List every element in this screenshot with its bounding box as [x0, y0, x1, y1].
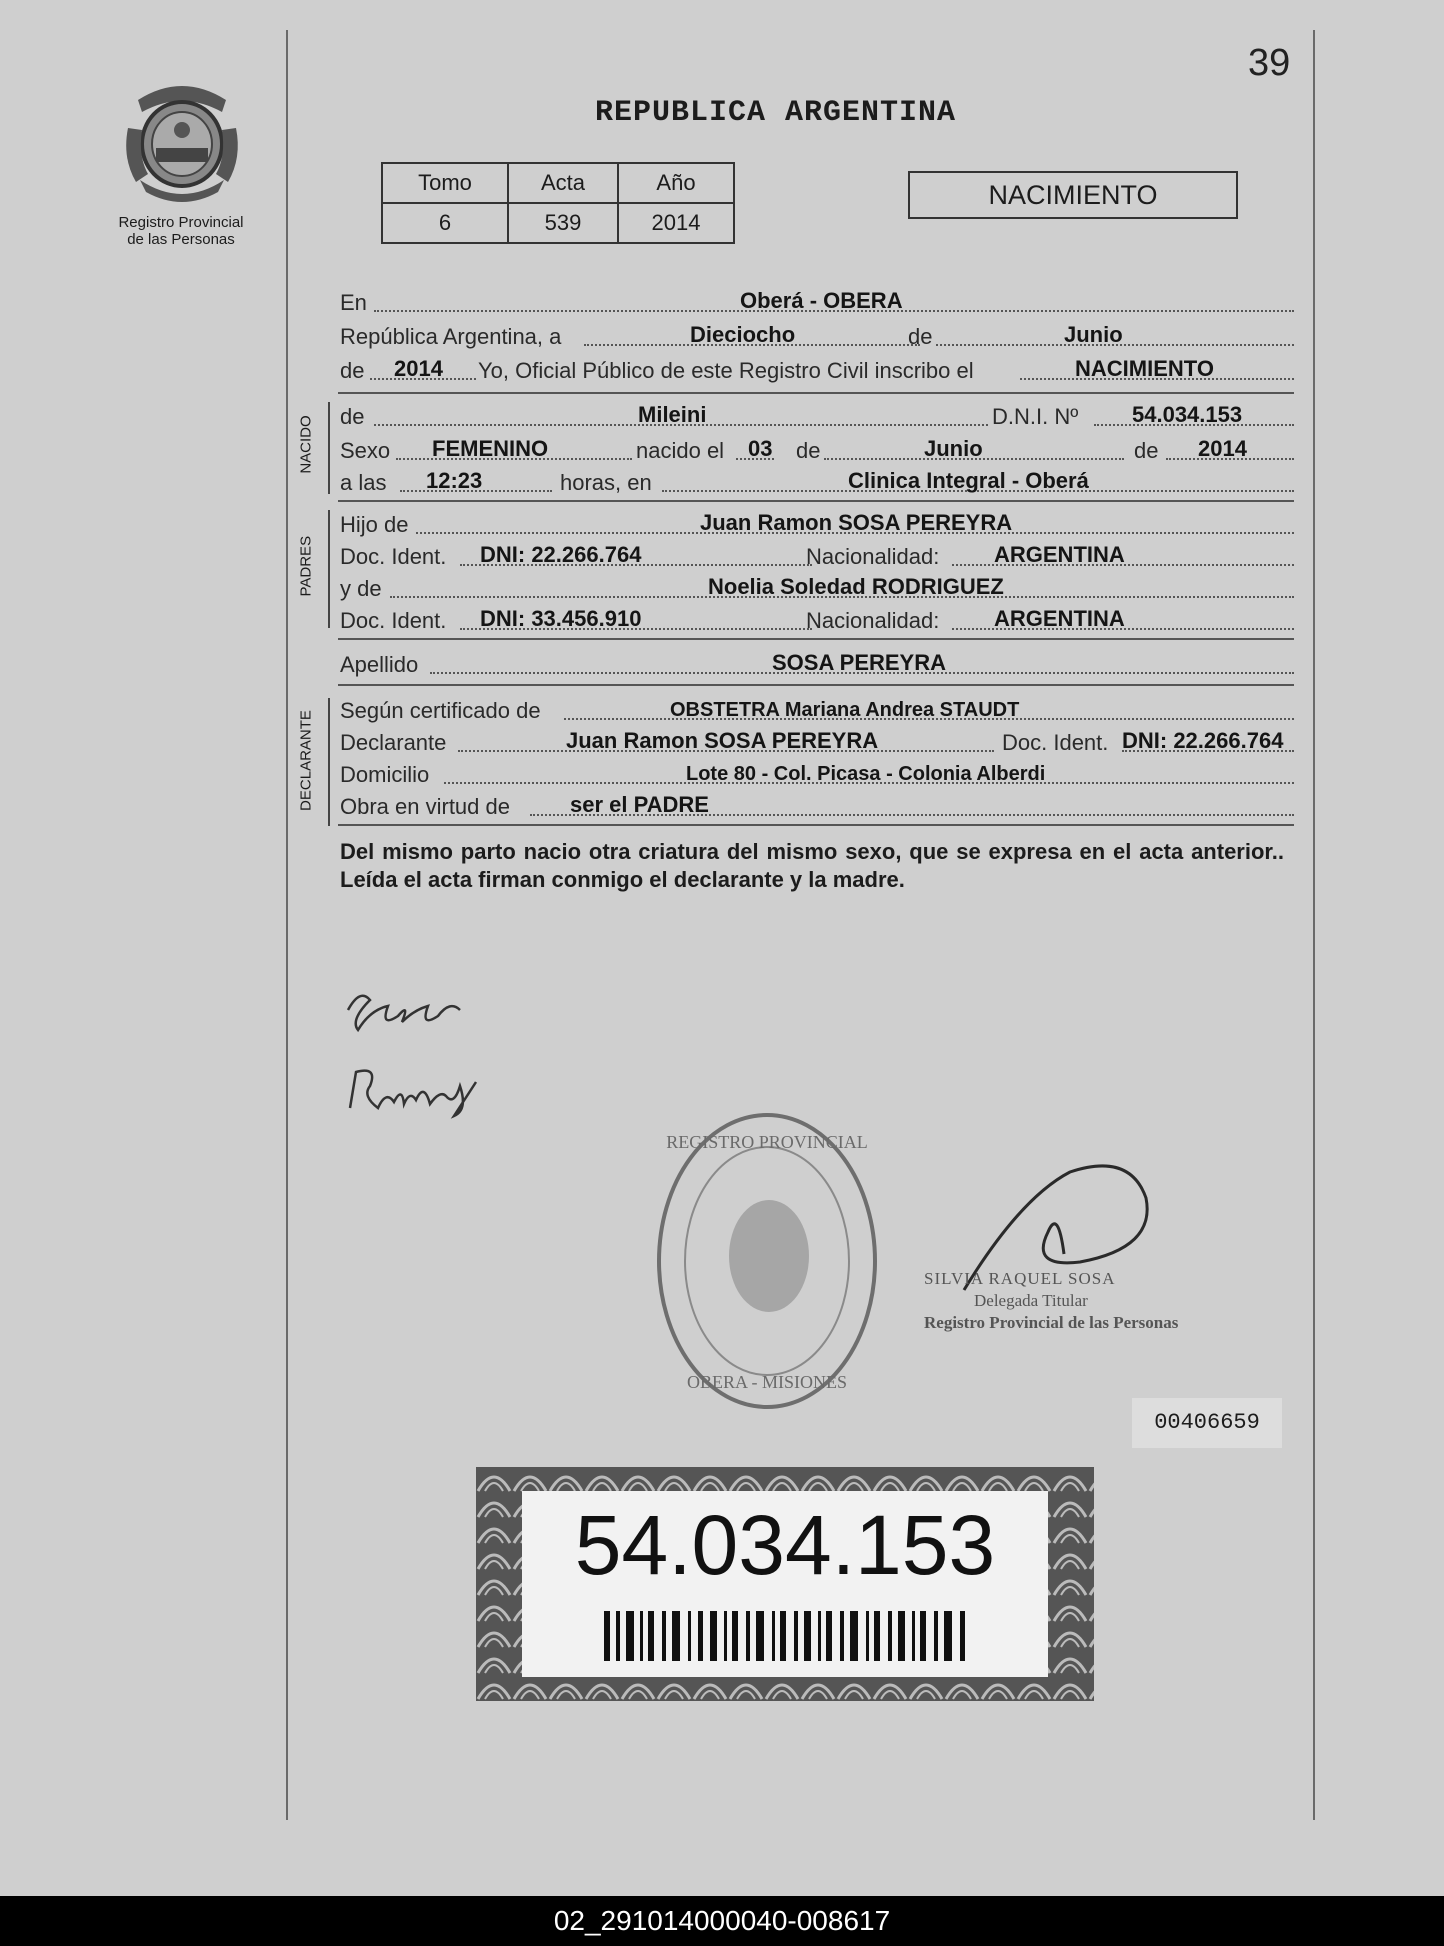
nacido-el-label: nacido el: [636, 438, 725, 463]
birth-year-de-label: de: [1134, 438, 1159, 463]
surname-row: [340, 650, 1294, 680]
inscribo-value: NACIMIENTO: [1075, 356, 1214, 381]
birth-place-value: Clinica Integral - Oberá: [848, 468, 1089, 493]
declarante-section-label: DECLARANTE: [297, 710, 315, 811]
hijo-de-label: Hijo de: [340, 512, 409, 537]
sexo-value: FEMENINO: [432, 436, 549, 461]
tomo-header: Tomo: [382, 163, 508, 203]
inscribo-label: Yo, Oficial Público de este Registro Civil inscribo el: [478, 358, 974, 383]
father-nac-label: Nacionalidad:: [806, 544, 940, 569]
registry-label-line1: Registro Provincial: [118, 214, 244, 231]
declarant-row: [340, 728, 1294, 758]
sex-row: [340, 436, 1294, 466]
mother-doc-label: Doc. Ident.: [340, 608, 447, 633]
republica-label: República Argentina, a: [340, 324, 562, 349]
date-row: [340, 322, 1294, 352]
domicilio-label: Domicilio: [340, 762, 430, 787]
nacido-section-label: NACIDO: [297, 415, 315, 474]
birth-month-value: Junio: [924, 436, 983, 461]
mother-row: [340, 574, 1294, 604]
name-de-label: de: [340, 404, 365, 429]
de-label: de: [908, 324, 933, 349]
dni-label: D.N.I. Nº: [992, 404, 1079, 429]
birth-de-label: de: [796, 438, 821, 463]
en-label: En: [340, 290, 367, 315]
father-row: [340, 510, 1294, 540]
father-doc-row: [340, 542, 1294, 572]
name-row: [340, 402, 1294, 432]
year-value: 2014: [394, 356, 443, 381]
official-name: SILVIA RAQUEL SOSA: [924, 1269, 1116, 1288]
svg-text:OBERA - MISIONES: OBERA - MISIONES: [686, 1372, 848, 1392]
tomo-value: 6: [382, 203, 508, 243]
father-doc-value: DNI: 22.266.764: [480, 542, 642, 567]
cert-value: OBSTETRA Mariana Andrea STAUDT: [670, 699, 1020, 721]
obra-row: [340, 792, 1294, 822]
domicilio-value: Lote 80 - Col. Picasa - Colonia Alberdi: [686, 763, 1046, 785]
mother-doc-row: [340, 606, 1294, 636]
official-role: Delegada Titular: [974, 1291, 1088, 1310]
marginal-note: Del mismo parto nacio otra criatura del mismo sexo, que se expresa en el acta anterior.. Leída el acta firman conmigo el declarante y la madre.: [340, 839, 1284, 892]
apellido-value: SOSA PEREYRA: [772, 650, 947, 675]
mother-name-value: Noelia Soledad RODRIGUEZ: [708, 574, 1004, 599]
mother-nac-label: Nacionalidad:: [806, 608, 940, 633]
anio-header: Año: [618, 163, 734, 203]
declarante-doc-value: DNI: 22.266.764: [1122, 728, 1284, 753]
inscription-row: [340, 356, 1294, 386]
acta-value: 539: [508, 203, 618, 243]
horas-en-label: horas, en: [560, 470, 652, 495]
obra-value: ser el PADRE: [570, 792, 709, 817]
signature-rodriguez: [344, 1060, 484, 1125]
child-name-value: Mileini: [638, 402, 707, 427]
day-words-value: Dieciocho: [690, 322, 796, 347]
certificate-row: [340, 696, 1294, 726]
official-stamp-text: [924, 1268, 1178, 1334]
scan-footer-id: 02_291014000040-008617: [0, 1896, 1444, 1946]
svg-text:REGISTRO PROVINCIAL: REGISTRO PROVINCIAL: [666, 1132, 868, 1152]
place-value: Oberá - OBERA: [740, 288, 903, 313]
record-table: [381, 162, 735, 244]
father-nat-value: ARGENTINA: [994, 542, 1125, 567]
province-crest-logo: [118, 78, 246, 208]
padres-section-label: PADRES: [297, 535, 315, 597]
a-las-label: a las: [340, 470, 387, 495]
time-row: [340, 468, 1294, 498]
domicile-row: [340, 760, 1294, 790]
signature-sosa: [340, 980, 470, 1045]
registry-label: [96, 214, 266, 248]
registry-label-line2: de las Personas: [127, 231, 235, 248]
child-dni-value: 54.034.153: [1132, 402, 1243, 427]
de-year-label: de: [340, 358, 365, 383]
act-type-box: NACIMIENTO: [908, 171, 1238, 219]
official-org: Registro Provincial de las Personas: [924, 1313, 1179, 1332]
country-title: REPUBLICA ARGENTINA: [595, 96, 957, 130]
page-number: 39: [1248, 42, 1291, 84]
place-row: [340, 288, 1294, 318]
left-margin-line: [286, 30, 288, 1820]
declarante-name-value: Juan Ramon SOSA PEREYRA: [566, 728, 879, 753]
right-margin-line: [1313, 30, 1315, 1820]
cert-label: Según certificado de: [340, 698, 541, 723]
apellido-label: Apellido: [340, 652, 419, 677]
anio-value: 2014: [618, 203, 734, 243]
month-value: Junio: [1064, 322, 1123, 347]
birth-day-value: 03: [748, 436, 773, 461]
barcode-number: 54.034.153: [574, 1498, 996, 1592]
declarante-doc-label: Doc. Ident.: [1002, 730, 1109, 755]
y-de-label: y de: [340, 576, 382, 601]
declarante-label: Declarante: [340, 730, 447, 755]
control-stamp-number: 00406659: [1132, 1398, 1282, 1448]
father-name-value: Juan Ramon SOSA PEREYRA: [700, 510, 1013, 535]
mother-nat-value: ARGENTINA: [994, 606, 1125, 631]
birth-year-value: 2014: [1198, 436, 1247, 461]
sexo-label: Sexo: [340, 438, 391, 463]
obra-label: Obra en virtud de: [340, 794, 510, 819]
father-doc-label: Doc. Ident.: [340, 544, 447, 569]
registry-oval-seal: [652, 1108, 882, 1419]
barcode-label: [476, 1467, 1094, 1701]
birth-time-value: 12:23: [426, 468, 483, 493]
mother-doc-value: DNI: 33.456.910: [480, 606, 642, 631]
acta-header: Acta: [508, 163, 618, 203]
